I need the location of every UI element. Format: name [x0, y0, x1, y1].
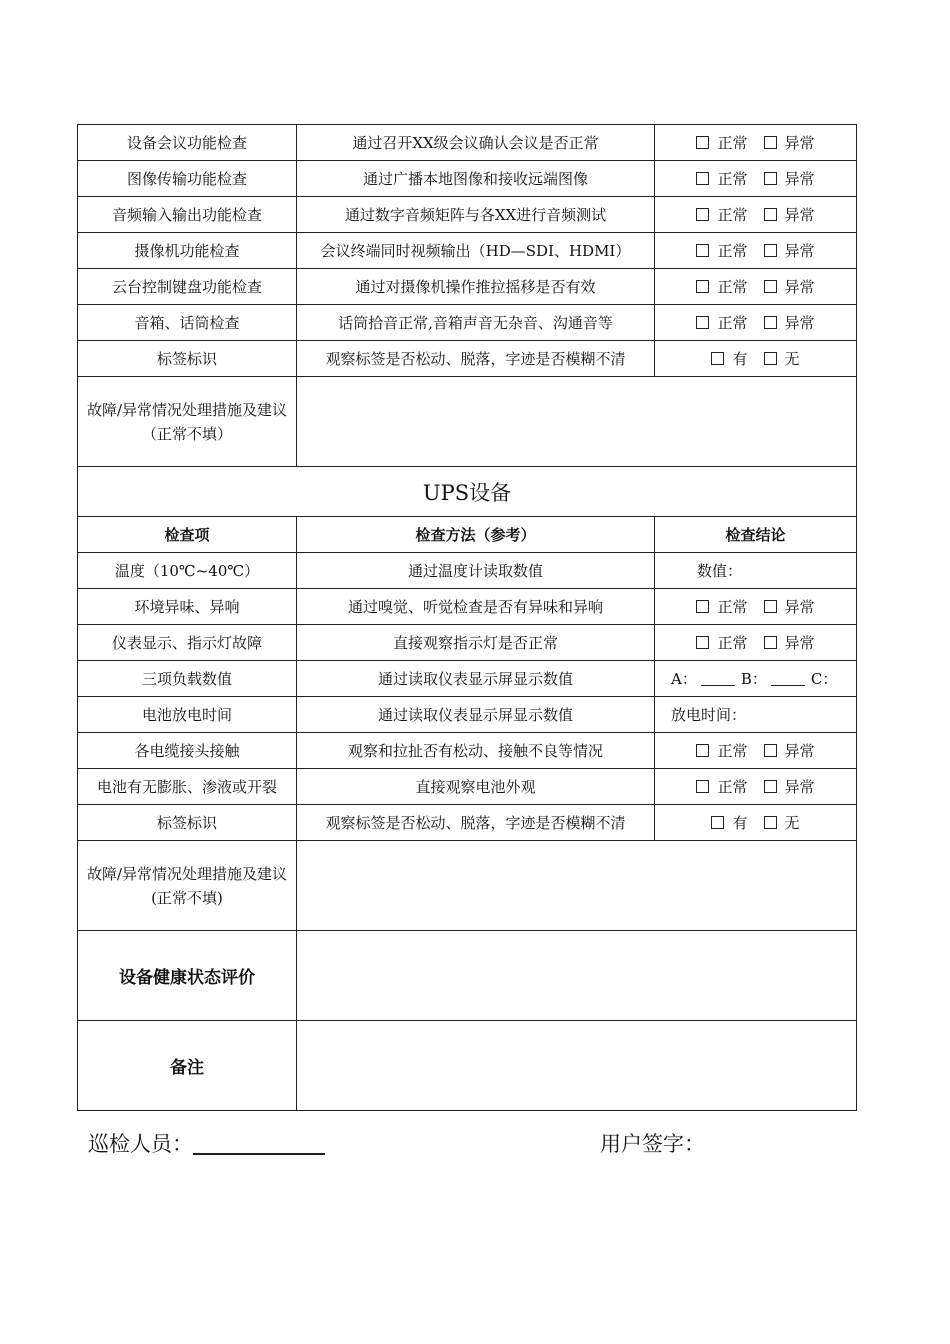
checkbox[interactable]: [764, 744, 777, 757]
option-no[interactable]: 无: [764, 348, 800, 369]
fault-label: 故障/异常情况处理措施及建议(正常不填): [78, 841, 297, 931]
phase-c-label: C：: [810, 670, 838, 688]
check-result: [655, 625, 857, 661]
check-item: 标签标识: [78, 805, 297, 841]
option-abnormal[interactable]: 异常: [764, 132, 815, 153]
checkbox[interactable]: [764, 816, 777, 829]
checkbox[interactable]: [696, 316, 709, 329]
check-item: 温度（10℃~40℃）: [78, 553, 297, 589]
check-method: 通过读取仪表显示屏显示数值: [297, 697, 655, 733]
checkbox[interactable]: [764, 172, 777, 185]
inspector-field[interactable]: [193, 1131, 325, 1155]
phase-load-values: [655, 661, 857, 697]
section-title: UPS设备: [78, 467, 857, 517]
fault-row: [78, 377, 857, 467]
check-method: 通过召开XX级会议确认会议是否正常: [297, 125, 655, 161]
table-row: [78, 805, 857, 841]
checkbox[interactable]: [711, 352, 724, 365]
table-row: [78, 661, 857, 697]
phase-a-label: A：: [671, 670, 697, 688]
check-method: 话筒拾音正常,音箱声音无杂音、沟通音等: [297, 305, 655, 341]
check-result: [655, 733, 857, 769]
check-method: 通过广播本地图像和接收远端图像: [297, 161, 655, 197]
inspector-signature: [88, 1128, 325, 1158]
option-no[interactable]: 无: [764, 812, 800, 833]
table-row: [78, 197, 857, 233]
health-input-area[interactable]: [297, 931, 857, 1021]
table-row: [78, 625, 857, 661]
signature-label: 用户签字：: [600, 1132, 705, 1156]
check-item: 音箱、话筒检查: [78, 305, 297, 341]
option-normal[interactable]: 正常: [696, 312, 747, 333]
header-item: 检查项: [78, 517, 297, 553]
option-abnormal[interactable]: 异常: [764, 596, 815, 617]
option-normal[interactable]: 正常: [696, 132, 747, 153]
check-method: 通过嗅觉、听觉检查是否有异味和异响: [297, 589, 655, 625]
checkbox[interactable]: [764, 208, 777, 221]
checkbox[interactable]: [696, 172, 709, 185]
option-normal[interactable]: 正常: [696, 240, 747, 261]
table-row: [78, 697, 857, 733]
checkbox[interactable]: [696, 744, 709, 757]
option-abnormal[interactable]: 异常: [764, 740, 815, 761]
check-method: 通过温度计读取数值: [297, 553, 655, 589]
check-method: 通过对摄像机操作推拉摇移是否有效: [297, 269, 655, 305]
checkbox[interactable]: [696, 636, 709, 649]
health-label: 设备健康状态评价: [78, 931, 297, 1021]
check-item: 电池有无膨胀、渗液或开裂: [78, 769, 297, 805]
check-result: [655, 805, 857, 841]
section-title-row: [78, 467, 857, 517]
check-item: 图像传输功能检查: [78, 161, 297, 197]
option-abnormal[interactable]: 异常: [764, 276, 815, 297]
fault-input-area[interactable]: [297, 841, 857, 931]
header-method: 检查方法（参考）: [297, 517, 655, 553]
inspector-label: 巡检人员：: [88, 1132, 193, 1156]
check-method: 通过读取仪表显示屏显示数值: [297, 661, 655, 697]
option-normal[interactable]: 正常: [696, 740, 747, 761]
option-abnormal[interactable]: 异常: [764, 240, 815, 261]
check-item: 三项负载数值: [78, 661, 297, 697]
fault-row: [78, 841, 857, 931]
checkbox[interactable]: [764, 280, 777, 293]
value-field[interactable]: 数值：: [655, 553, 857, 589]
table-header-row: [78, 517, 857, 553]
option-normal[interactable]: 正常: [696, 632, 747, 653]
table-row: [78, 305, 857, 341]
check-method: 直接观察指示灯是否正常: [297, 625, 655, 661]
checkbox[interactable]: [696, 208, 709, 221]
remark-input-area[interactable]: [297, 1021, 857, 1111]
check-result: [655, 769, 857, 805]
phase-a-field[interactable]: [701, 671, 735, 686]
check-result: [655, 589, 857, 625]
table-row: [78, 769, 857, 805]
option-abnormal[interactable]: 异常: [764, 204, 815, 225]
check-result: [655, 233, 857, 269]
user-signature: [600, 1128, 705, 1158]
checkbox[interactable]: [764, 244, 777, 257]
checkbox[interactable]: [696, 600, 709, 613]
table-row: [78, 589, 857, 625]
phase-b-label: B：: [740, 670, 767, 688]
check-item: 摄像机功能检查: [78, 233, 297, 269]
check-item: 云台控制键盘功能检查: [78, 269, 297, 305]
checkbox[interactable]: [696, 244, 709, 257]
check-result: [655, 305, 857, 341]
table-row: [78, 125, 857, 161]
table-row: [78, 269, 857, 305]
check-item: 仪表显示、指示灯故障: [78, 625, 297, 661]
checkbox[interactable]: [696, 280, 709, 293]
checkbox[interactable]: [764, 636, 777, 649]
check-item: 环境异味、异响: [78, 589, 297, 625]
checkbox[interactable]: [696, 780, 709, 793]
checkbox[interactable]: [764, 600, 777, 613]
check-result: [655, 341, 857, 377]
check-item: 标签标识: [78, 341, 297, 377]
table-row: [78, 553, 857, 589]
table-row: [78, 733, 857, 769]
check-item: 音频输入输出功能检查: [78, 197, 297, 233]
option-normal[interactable]: 正常: [696, 204, 747, 225]
option-abnormal[interactable]: 异常: [764, 168, 815, 189]
option-normal[interactable]: 正常: [696, 168, 747, 189]
health-row: [78, 931, 857, 1021]
option-yes[interactable]: 有: [711, 812, 747, 833]
option-normal[interactable]: 正常: [696, 276, 747, 297]
check-result: [655, 269, 857, 305]
checkbox[interactable]: [696, 136, 709, 149]
option-normal[interactable]: 正常: [696, 596, 747, 617]
option-normal[interactable]: 正常: [696, 776, 747, 797]
fault-label: 故障/异常情况处理措施及建议（正常不填）: [78, 377, 297, 467]
option-abnormal[interactable]: 异常: [764, 312, 815, 333]
checkbox[interactable]: [764, 780, 777, 793]
table-row: [78, 233, 857, 269]
remark-row: [78, 1021, 857, 1111]
checkbox[interactable]: [711, 816, 724, 829]
checkbox[interactable]: [764, 136, 777, 149]
checkbox[interactable]: [764, 352, 777, 365]
check-method: 观察标签是否松动、脱落，字迹是否模糊不清: [297, 341, 655, 377]
check-item: 设备会议功能检查: [78, 125, 297, 161]
discharge-time-field[interactable]: 放电时间：: [655, 697, 857, 733]
option-abnormal[interactable]: 异常: [764, 776, 815, 797]
check-method: 通过数字音频矩阵与各XX进行音频测试: [297, 197, 655, 233]
check-method: 观察和拉扯否有松动、接触不良等情况: [297, 733, 655, 769]
check-method: 直接观察电池外观: [297, 769, 655, 805]
option-yes[interactable]: 有: [711, 348, 747, 369]
remark-label: 备注: [78, 1021, 297, 1111]
check-method: 观察标签是否松动、脱落，字迹是否模糊不清: [297, 805, 655, 841]
inspection-table: [77, 124, 857, 1111]
fault-input-area[interactable]: [297, 377, 857, 467]
check-result: [655, 125, 857, 161]
phase-b-field[interactable]: [771, 671, 805, 686]
check-item: 电池放电时间: [78, 697, 297, 733]
check-result: [655, 161, 857, 197]
check-method: 会议终端同时视频输出（HD—SDI、HDMI）: [297, 233, 655, 269]
checkbox[interactable]: [764, 316, 777, 329]
header-result: 检查结论: [655, 517, 857, 553]
check-result: [655, 197, 857, 233]
option-abnormal[interactable]: 异常: [764, 632, 815, 653]
table-row: [78, 341, 857, 377]
table-row: [78, 161, 857, 197]
check-item: 各电缆接头接触: [78, 733, 297, 769]
